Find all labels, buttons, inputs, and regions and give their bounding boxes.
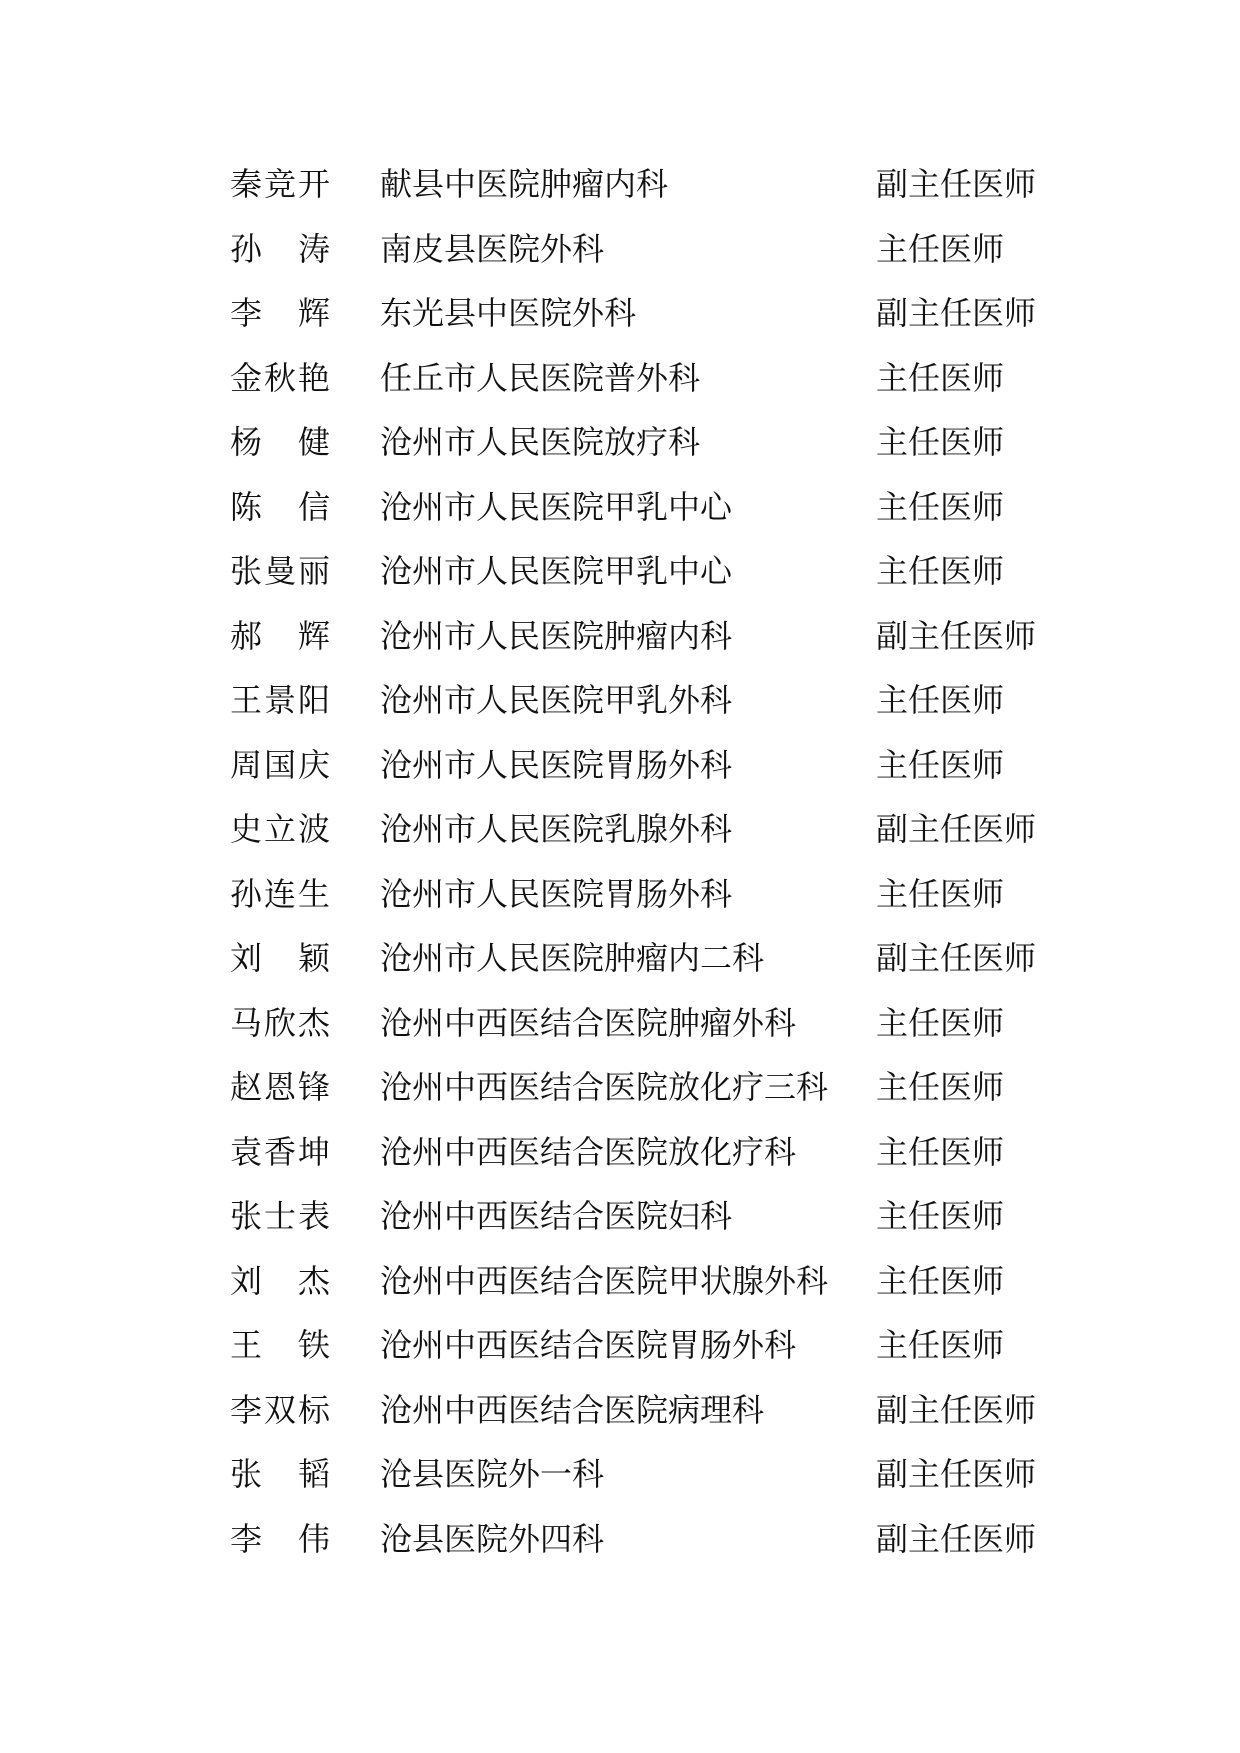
roster-row: [230, 1249, 1110, 1314]
roster-row: [230, 733, 1110, 798]
roster-row: [230, 1055, 1110, 1120]
roster-row: [230, 475, 1110, 540]
hospital-department: 沧州市人民医院胃肠外科: [380, 874, 733, 913]
person-name: 秦竞开: [230, 165, 330, 203]
hospital-department: 沧州市人民医院乳腺外科: [380, 810, 733, 848]
roster-row: [230, 1442, 1110, 1507]
hospital-department: 沧县医院外四科: [380, 1519, 605, 1558]
person-name: 张 韬: [230, 1455, 330, 1493]
hospital-department: 东光县中医院外科: [380, 294, 637, 332]
person-name: 金秋艳: [230, 358, 330, 397]
person-name: 王景阳: [230, 681, 330, 719]
hospital-department: 沧州市人民医院甲乳中心: [380, 552, 733, 590]
person-name: 马欣杰: [230, 1003, 330, 1042]
person-name: 刘 杰: [230, 1261, 330, 1300]
person-name: 李双标: [230, 1390, 330, 1429]
hospital-department: 沧州中西医结合医院病理科: [380, 1390, 765, 1429]
roster-row: [230, 797, 1110, 862]
person-name: 李 辉: [230, 294, 330, 332]
professional-title: 主任医师: [876, 874, 1005, 913]
roster-row: [230, 862, 1110, 927]
roster-row: [230, 991, 1110, 1056]
hospital-department: 沧州市人民医院肿瘤内科: [380, 616, 733, 655]
roster-row: [230, 668, 1110, 733]
professional-title: 副主任医师: [876, 294, 1037, 332]
hospital-department: 沧州市人民医院甲乳外科: [380, 681, 733, 719]
roster-row: [230, 1184, 1110, 1249]
person-name: 王 铁: [230, 1326, 330, 1364]
roster-row: [230, 1120, 1110, 1185]
professional-title: 主任医师: [876, 358, 1005, 397]
roster-row: [230, 1507, 1110, 1572]
roster-row: [230, 217, 1110, 282]
professional-title: 副主任医师: [876, 810, 1037, 848]
person-name: 李 伟: [230, 1519, 330, 1558]
professional-title: 副主任医师: [876, 1455, 1037, 1493]
hospital-department: 任丘市人民医院普外科: [380, 358, 701, 397]
hospital-department: 沧州市人民医院放疗科: [380, 423, 701, 461]
hospital-department: 沧州中西医结合医院放化疗三科: [380, 1068, 829, 1106]
professional-title: 副主任医师: [876, 1519, 1037, 1558]
person-name: 张士表: [230, 1197, 330, 1235]
professional-title: 副主任医师: [876, 616, 1037, 655]
professional-title: 主任医师: [876, 1326, 1005, 1364]
person-name: 孙 涛: [230, 229, 330, 268]
roster-row: [230, 1378, 1110, 1443]
professional-title: 副主任医师: [876, 1390, 1037, 1429]
hospital-department: 沧州市人民医院肿瘤内二科: [380, 939, 765, 977]
person-name: 史立波: [230, 810, 330, 848]
hospital-department: 沧州中西医结合医院甲状腺外科: [380, 1261, 829, 1300]
hospital-department: 南皮县医院外科: [380, 229, 605, 268]
person-name: 杨 健: [230, 423, 330, 461]
roster-row: [230, 926, 1110, 991]
person-name: 周国庆: [230, 745, 330, 784]
roster-row: [230, 281, 1110, 346]
person-name: 陈 信: [230, 487, 330, 526]
person-name: 郝 辉: [230, 616, 330, 655]
roster-row: [230, 410, 1110, 475]
roster-row: [230, 539, 1110, 604]
person-name: 赵恩锋: [230, 1068, 330, 1106]
hospital-department: 沧州中西医结合医院肿瘤外科: [380, 1003, 797, 1042]
professional-title: 主任医师: [876, 487, 1005, 526]
professional-title: 主任医师: [876, 552, 1005, 590]
hospital-department: 沧州市人民医院甲乳中心: [380, 487, 733, 526]
professional-title: 副主任医师: [876, 165, 1037, 203]
hospital-department: 沧州中西医结合医院放化疗科: [380, 1132, 797, 1171]
person-name: 孙连生: [230, 874, 330, 913]
professional-title: 主任医师: [876, 1003, 1005, 1042]
roster-row: [230, 1313, 1110, 1378]
professional-title: 主任医师: [876, 1197, 1005, 1235]
person-name: 袁香坤: [230, 1132, 330, 1171]
professional-title: 主任医师: [876, 1261, 1005, 1300]
hospital-department: 沧州市人民医院胃肠外科: [380, 745, 733, 784]
roster-row: [230, 604, 1110, 669]
expert-roster: [230, 152, 1110, 1571]
professional-title: 主任医师: [876, 745, 1005, 784]
person-name: 刘 颖: [230, 939, 330, 977]
professional-title: 主任医师: [876, 423, 1005, 461]
professional-title: 主任医师: [876, 1132, 1005, 1171]
professional-title: 主任医师: [876, 1068, 1005, 1106]
person-name: 张曼丽: [230, 552, 330, 590]
hospital-department: 献县中医院肿瘤内科: [380, 165, 669, 203]
hospital-department: 沧县医院外一科: [380, 1455, 605, 1493]
hospital-department: 沧州中西医结合医院妇科: [380, 1197, 733, 1235]
professional-title: 副主任医师: [876, 939, 1037, 977]
roster-row: [230, 152, 1110, 217]
hospital-department: 沧州中西医结合医院胃肠外科: [380, 1326, 797, 1364]
roster-row: [230, 346, 1110, 411]
professional-title: 主任医师: [876, 681, 1005, 719]
professional-title: 主任医师: [876, 229, 1005, 268]
